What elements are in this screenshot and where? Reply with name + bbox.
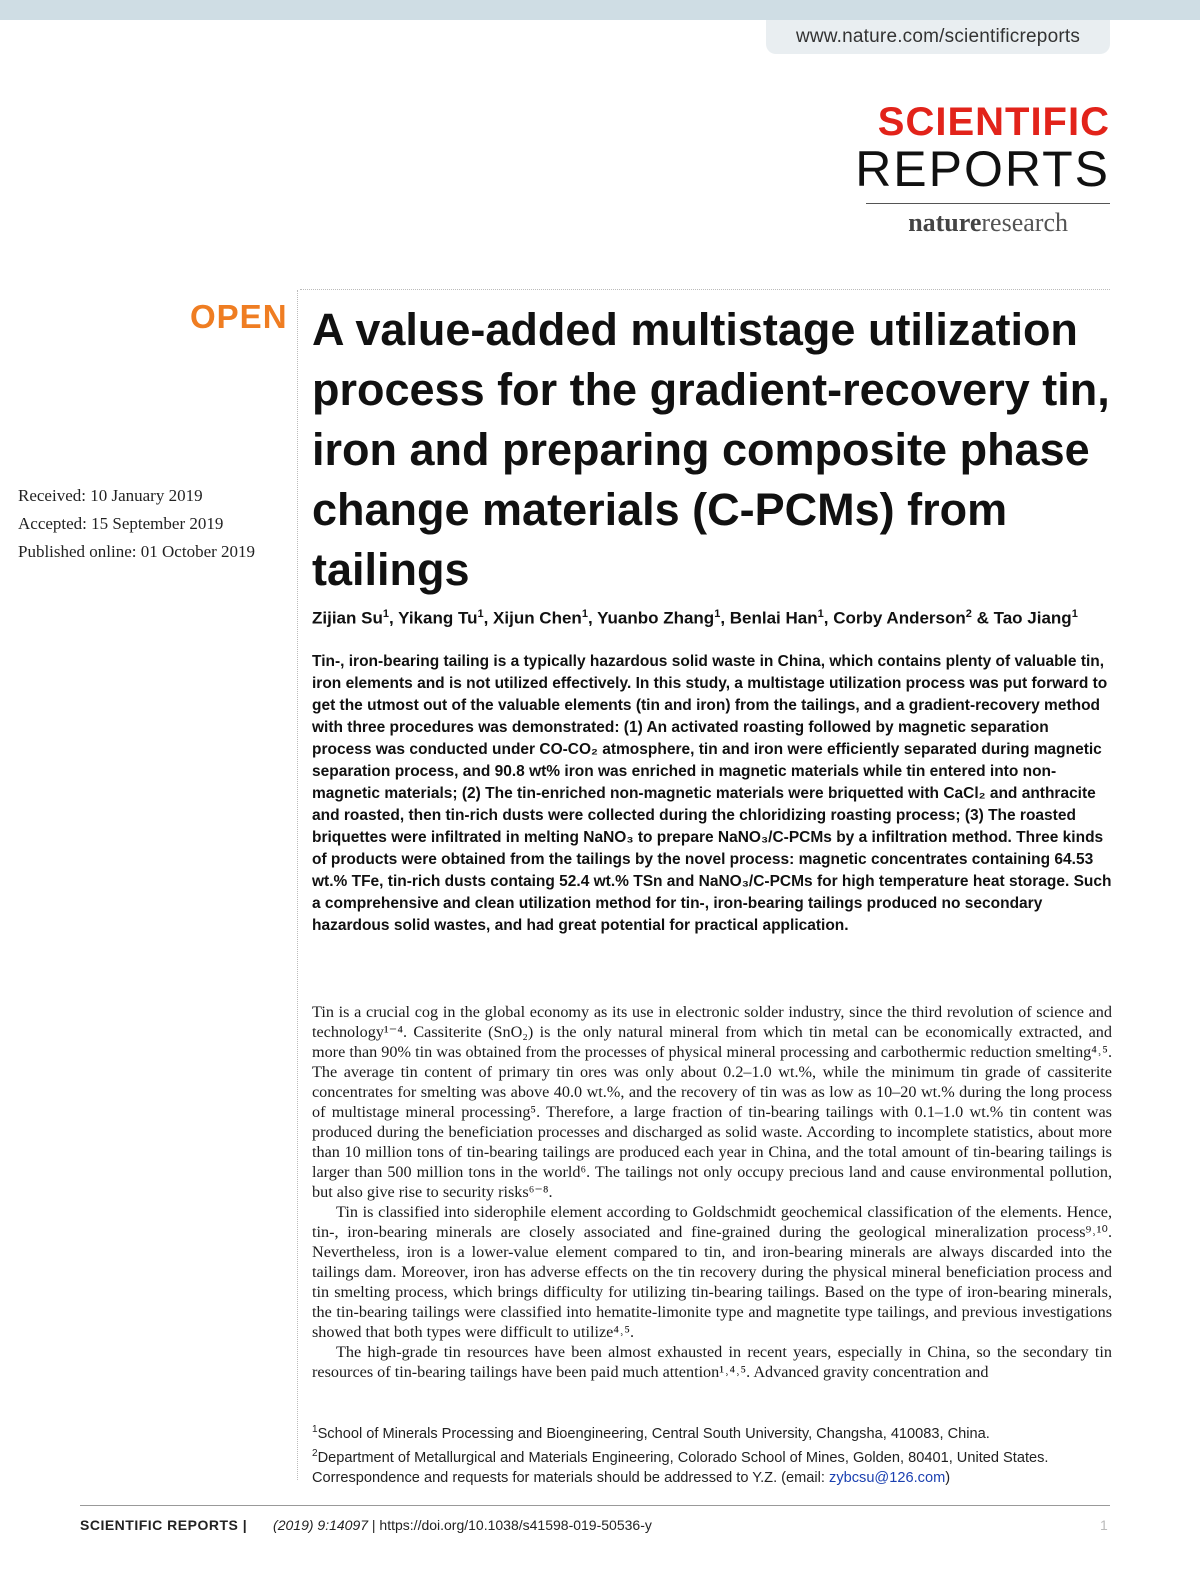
- open-access-label: OPEN: [190, 298, 288, 335]
- body-paragraph-2: Tin is classified into siderophile element according to Goldschmidt geochemical classification of the elements. Hence, tin-, iron-bearing minerals are closely associated and fine-grained during the geological mineralization process⁹˒¹⁰. Nevertheless, iron is a lower-value element compared to tin, and iron-bearing minerals are always discarded into the tailings dam. Moreover, iron has adverse effects on the tin recovery during the physical mineral beneficiation process and tin smelting process, which brings difficulty for utilizing tin-bearing tailings. Based on the type of iron-bearing minerals, the tin-bearing tailings were classified into hematite-limonite type and magnetite type tailings, and previous investigations showed that both types were difficult to utilize⁴˒⁵.: [312, 1203, 1112, 1341]
- margin-divider: [297, 290, 298, 1480]
- logo-scientific: SCIENTIFIC: [877, 100, 1110, 144]
- affiliation-2-marker: 2: [312, 1447, 318, 1459]
- body-paragraph-1: Tin is a crucial cog in the global economy as its use in electronic solder industry, since the third revolution of science and technology¹⁻⁴. Cassiterite (SnO₂) is the only natural mineral from which tin metal can be economically extracted, and more than 90% tin was obtained from the processes of physical mineral processing and carbothermic reduction smelting⁴˒⁵. The average tin content of primary tin ores was only about 0.2–1.0 wt.%, while the minimum tin grade of cassiterite concentrates for smelting was above 40.0 wt.%, and the recovery of tin was as low as 10–20 wt.% during the long process of multistage mineral processing⁵. Therefore, a large fraction of tin-bearing tailings with 0.1–1.0 wt.% tin content was produced during the beneficiation processes and discharged as solid waste. According to incomplete statistics, about more than 10 million tons of tin-bearing tailings are produced each year in China, and the total amount of tin-bearing tailings is larger than 500 million tons in the world⁶. The tailings not only occupy precious land and cause environmental pollution, but also give rise to security risks⁶⁻⁸.: [312, 1003, 1112, 1201]
- page-number: 1: [1100, 1517, 1108, 1533]
- published-date: Published online: 01 October 2019: [18, 542, 256, 561]
- footer-volume: (2019) 9:14097: [273, 1517, 369, 1533]
- logo-divider: [866, 203, 1110, 204]
- author-affiliation-marker: 1: [477, 608, 484, 620]
- author-separator: ,: [483, 608, 494, 628]
- author-separator: ,: [823, 608, 834, 628]
- publisher-logo: [908, 208, 1068, 238]
- affiliation-1-marker: 1: [312, 1424, 318, 1435]
- author-affiliation-marker: 1: [1071, 608, 1078, 620]
- affiliations: [312, 1420, 1112, 1488]
- author-name: Zijian Su: [312, 608, 383, 628]
- header-divider: [300, 289, 1110, 290]
- affiliation-2: [312, 1444, 1112, 1468]
- article-dates: [18, 482, 255, 566]
- journal-logo: [855, 102, 1110, 196]
- footer-journal: SCIENTIFIC REPORTS |: [80, 1517, 248, 1533]
- affiliation-2-text: Department of Metallurgical and Materials Engineering, Colorado School of Mines, Golden, 80401, United States.: [317, 1449, 1049, 1466]
- author-name: Yuanbo Zhang: [597, 608, 715, 628]
- correspondence-close: ): [945, 1469, 951, 1486]
- correspondence-text: Correspondence and requests for materials should be addressed to Y.Z. (email:: [312, 1469, 830, 1486]
- author-separator: ,: [388, 608, 399, 628]
- author-name: Xijun Chen: [493, 608, 582, 628]
- journal-url-link[interactable]: www.nature.com/scientificreports: [766, 20, 1110, 54]
- author-name: Benlai Han: [729, 608, 818, 628]
- footer: [80, 1517, 652, 1533]
- abstract: Tin-, iron-bearing tailing is a typically hazardous solid waste in China, which contains plenty of valuable tin, iron elements and is not utilized effectively. In this study, a multistage utilization process was put forward to get the utmost out of the valuable elements (tin and iron) from the tailings, and a gradient-recovery method with three procedures was demonstrated: (1) An activated roasting followed by magnetic separation process was conducted under CO-CO₂ atmosphere, tin and iron were efficiently separated during magnetic separation process, and 90.8 wt% iron was enriched in magnetic materials while tin entered into non-magnetic materials; (2) The tin-enriched non-magnetic materials were briquetted with CaCl₂ and anthracite and roasted, then tin-rich dusts were collected during the chloridizing roasting process; (3) The roasted briquettes were infiltrated in melting NaNO₃ to prepare NaNO₃/C-PCMs by a infiltration method. Three kinds of products were obtained from the tailings by the novel process: magnetic concentrates containing 64.53 wt.% TFe, tin-rich dusts containg 52.4 wt.% TSn and NaNO₃/C-PCMs for high temperature heat storage. Such a comprehensive and clean utilization method for tin-, iron-bearing tailings produced no secondary hazardous solid wastes, and had great potential for practical application.: [312, 653, 1112, 934]
- article-body: [312, 1002, 1112, 1382]
- footer-doi-link[interactable]: | https://doi.org/10.1038/s41598-019-50536-y: [371, 1517, 652, 1533]
- email-link[interactable]: zybcsu@126.com: [829, 1469, 946, 1486]
- footer-divider: [80, 1505, 1110, 1506]
- affiliation-1-text: School of Minerals Processing and Bioengineering, Central South University, Changsha, 410083, China.: [317, 1425, 990, 1442]
- body-paragraph-3: The high-grade tin resources have been almost exhausted in recent years, especially in China, so the secondary tin resources of tin-bearing tailings have been paid much attention¹˒⁴˒⁵. Advanced gravity concentration and: [312, 1343, 1112, 1381]
- received-date: Received: 10 January 2019: [18, 486, 203, 505]
- author-separator: &: [971, 608, 994, 628]
- publisher-logo-rest: research: [981, 208, 1068, 237]
- author-separator: ,: [587, 608, 598, 628]
- author-affiliation-marker: 1: [817, 608, 824, 620]
- author-affiliation-marker: 1: [581, 608, 588, 620]
- author-name: Tao Jiang: [993, 608, 1072, 628]
- author-list: [312, 608, 1112, 629]
- article-title: A value-added multistage utilization process for the gradient-recovery tin, iron and preparing composite phase change materials (C-PCMs) from tailings: [312, 304, 1110, 595]
- accepted-date: Accepted: 15 September 2019: [18, 514, 224, 533]
- author-affiliation-marker: 1: [382, 608, 389, 620]
- author-name: Corby Anderson: [833, 608, 966, 628]
- logo-reports: REPORTS: [855, 141, 1110, 197]
- author-affiliation-marker: 2: [965, 608, 972, 620]
- top-banner: [0, 0, 1200, 20]
- author-affiliation-marker: 1: [714, 608, 721, 620]
- author-name: Yikang Tu: [398, 608, 478, 628]
- correspondence: [312, 1468, 1112, 1488]
- affiliation-1: [312, 1420, 1112, 1444]
- publisher-logo-bold: nature: [908, 208, 982, 237]
- author-separator: ,: [720, 608, 730, 628]
